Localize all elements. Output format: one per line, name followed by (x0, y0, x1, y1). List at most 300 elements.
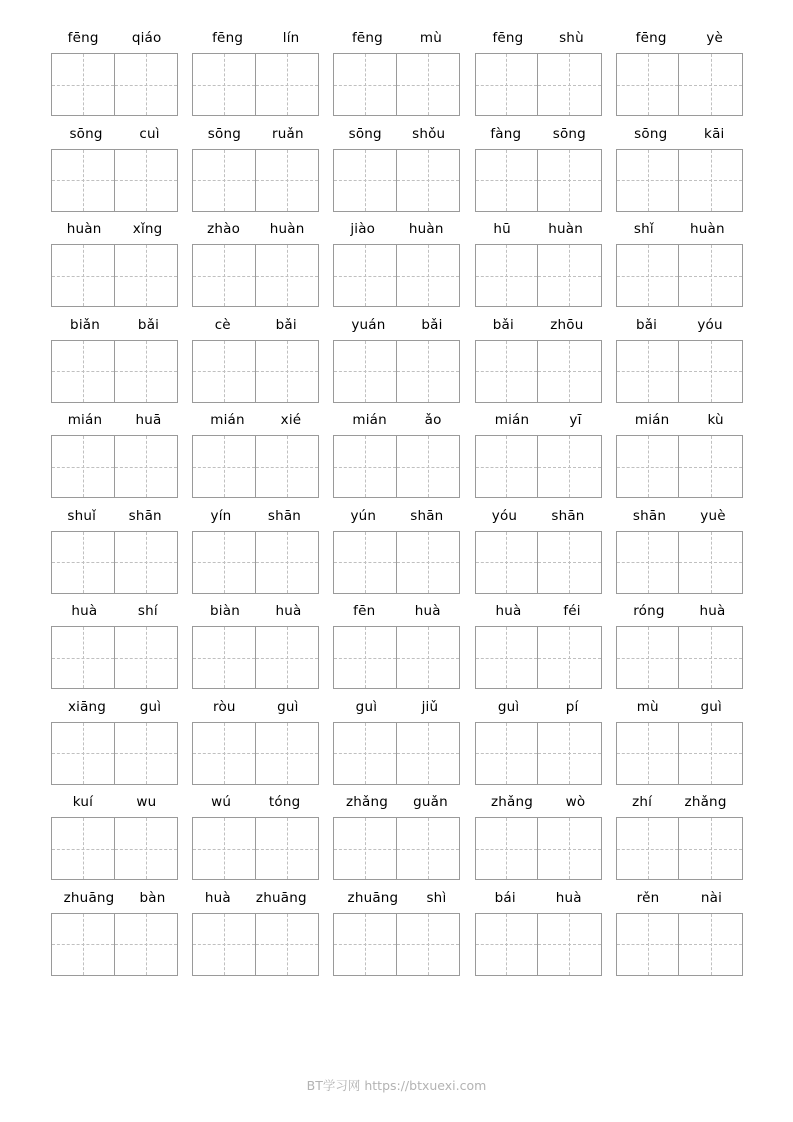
word-exercise-item (44, 603, 185, 689)
character-box[interactable] (475, 913, 539, 976)
pinyin-syllable: zhuāng (63, 889, 115, 906)
pinyin-syllable: mián (67, 412, 103, 428)
pinyin-label (192, 890, 319, 910)
character-box[interactable] (333, 722, 397, 785)
character-box[interactable] (616, 913, 680, 976)
pinyin-syllable: ǎo (424, 412, 442, 428)
pinyin-label (192, 412, 319, 432)
pinyin-syllable: rěn (636, 889, 660, 906)
character-box[interactable] (397, 340, 461, 403)
pinyin-syllable: yóu (491, 507, 518, 524)
pinyin-syllable: bǎi (421, 316, 443, 333)
exercise-row (44, 30, 750, 116)
character-box[interactable] (333, 340, 397, 403)
pinyin-syllable: huà (495, 603, 522, 619)
pinyin-label (616, 890, 743, 910)
word-exercise-item (326, 317, 467, 403)
pinyin-syllable: yín (210, 507, 232, 524)
character-writing-grid[interactable] (333, 531, 460, 594)
word-exercise-item (609, 890, 750, 976)
character-box[interactable] (475, 626, 539, 689)
character-box[interactable] (256, 149, 320, 212)
pinyin-syllable: hū (493, 221, 511, 237)
pinyin-syllable: mù (636, 698, 659, 715)
word-exercise-item (44, 317, 185, 403)
word-exercise-item (44, 699, 185, 785)
pinyin-label (475, 603, 602, 623)
word-exercise-item (609, 221, 750, 307)
word-exercise-item (609, 126, 750, 212)
pinyin-syllable: zhǎng (490, 794, 534, 810)
character-box[interactable] (192, 149, 256, 212)
pinyin-syllable: guì (277, 698, 299, 715)
word-exercise-item (609, 794, 750, 880)
character-box[interactable] (192, 435, 256, 498)
character-box[interactable] (475, 531, 539, 594)
character-box[interactable] (51, 626, 115, 689)
character-writing-grid[interactable] (192, 340, 319, 403)
character-box[interactable] (616, 531, 680, 594)
character-writing-grid[interactable] (333, 435, 460, 498)
pinyin-syllable: mián (352, 412, 387, 428)
character-box[interactable] (397, 913, 461, 976)
pinyin-label (616, 221, 743, 241)
character-writing-grid[interactable] (51, 531, 178, 594)
character-writing-grid[interactable] (51, 722, 178, 785)
character-writing-grid[interactable] (616, 435, 743, 498)
character-box[interactable] (397, 244, 461, 307)
character-writing-grid[interactable] (616, 817, 743, 880)
character-box[interactable] (333, 817, 397, 880)
character-box[interactable] (397, 531, 461, 594)
character-box[interactable] (256, 435, 320, 498)
pinyin-syllable: xié (280, 412, 302, 428)
character-box[interactable] (115, 149, 179, 212)
character-box[interactable] (192, 722, 256, 785)
pinyin-syllable: shí (137, 603, 158, 619)
character-box[interactable] (51, 340, 115, 403)
character-box[interactable] (679, 913, 743, 976)
character-writing-grid[interactable] (475, 722, 602, 785)
character-box[interactable] (115, 722, 179, 785)
character-box[interactable] (115, 531, 179, 594)
pinyin-syllable: huà (555, 889, 582, 906)
character-box[interactable] (538, 531, 602, 594)
character-writing-grid[interactable] (192, 149, 319, 212)
character-writing-grid[interactable] (616, 340, 743, 403)
character-box[interactable] (115, 435, 179, 498)
character-box[interactable] (475, 722, 539, 785)
character-box[interactable] (616, 244, 680, 307)
character-writing-grid[interactable] (51, 626, 178, 689)
word-exercise-item (326, 890, 467, 976)
character-box[interactable] (679, 531, 743, 594)
character-box[interactable] (616, 626, 680, 689)
pinyin-syllable: fēng (212, 30, 244, 46)
character-box[interactable] (256, 244, 320, 307)
word-exercise-item (185, 30, 326, 116)
pinyin-syllable: zhōu (550, 316, 584, 333)
character-box[interactable] (679, 626, 743, 689)
character-writing-grid[interactable] (192, 626, 319, 689)
character-box[interactable] (51, 53, 115, 116)
character-writing-grid[interactable] (616, 626, 743, 689)
word-exercise-item (326, 603, 467, 689)
pinyin-syllable: fēng (351, 30, 383, 46)
word-exercise-item (468, 794, 609, 880)
character-writing-grid[interactable] (616, 244, 743, 307)
pinyin-syllable: biàn (210, 603, 240, 619)
pinyin-syllable: sōng (207, 125, 241, 142)
character-box[interactable] (475, 244, 539, 307)
character-writing-grid[interactable] (333, 53, 460, 116)
word-exercise-item (609, 699, 750, 785)
character-box[interactable] (538, 722, 602, 785)
pinyin-syllable: bàn (139, 889, 166, 906)
character-writing-grid[interactable] (475, 435, 602, 498)
pinyin-syllable: pí (565, 698, 579, 715)
character-box[interactable] (333, 244, 397, 307)
character-writing-grid[interactable] (475, 531, 602, 594)
pinyin-label (51, 508, 178, 528)
word-exercise-item (185, 508, 326, 594)
character-writing-grid[interactable] (51, 244, 178, 307)
pinyin-syllable: zhǎng (684, 794, 727, 810)
exercise-row (44, 126, 750, 212)
character-box[interactable] (679, 149, 743, 212)
character-box[interactable] (256, 340, 320, 403)
pinyin-syllable: mián (634, 412, 670, 428)
character-box[interactable] (397, 817, 461, 880)
pinyin-label (616, 699, 743, 719)
character-box[interactable] (397, 435, 461, 498)
character-box[interactable] (475, 435, 539, 498)
character-box[interactable] (192, 244, 256, 307)
character-writing-grid[interactable] (192, 53, 319, 116)
pinyin-syllable: guì (497, 698, 520, 715)
character-writing-grid[interactable] (616, 722, 743, 785)
pinyin-label (51, 794, 178, 814)
pinyin-label (192, 30, 319, 50)
character-writing-grid[interactable] (192, 722, 319, 785)
character-writing-grid[interactable] (51, 53, 178, 116)
pinyin-label (51, 603, 178, 623)
character-writing-grid[interactable] (616, 913, 743, 976)
pinyin-syllable: mián (494, 412, 530, 428)
character-box[interactable] (616, 722, 680, 785)
pinyin-label (192, 221, 319, 241)
character-writing-grid[interactable] (192, 244, 319, 307)
pinyin-syllable: nài (700, 889, 723, 906)
character-box[interactable] (397, 53, 461, 116)
character-box[interactable] (397, 722, 461, 785)
pinyin-syllable: yè (706, 30, 724, 46)
character-box[interactable] (475, 53, 539, 116)
pinyin-syllable: zhuāng (347, 889, 399, 906)
word-exercise-item (185, 126, 326, 212)
word-exercise-item (326, 508, 467, 594)
character-box[interactable] (475, 340, 539, 403)
pinyin-syllable: kù (707, 412, 724, 428)
character-writing-grid[interactable] (192, 817, 319, 880)
pinyin-syllable: biǎn (70, 316, 100, 333)
pinyin-syllable: tóng (268, 794, 301, 810)
character-writing-grid[interactable] (51, 340, 178, 403)
pinyin-syllable: shān (410, 507, 444, 524)
character-box[interactable] (115, 817, 179, 880)
word-exercise-item (468, 317, 609, 403)
character-writing-grid[interactable] (475, 244, 602, 307)
character-box[interactable] (51, 722, 115, 785)
character-writing-grid[interactable] (333, 722, 460, 785)
character-writing-grid[interactable] (333, 913, 460, 976)
character-box[interactable] (333, 626, 397, 689)
pinyin-label (475, 30, 602, 50)
character-box[interactable] (192, 531, 256, 594)
pinyin-syllable: zhào (207, 221, 241, 237)
character-box[interactable] (51, 435, 115, 498)
word-exercise-item (44, 794, 185, 880)
character-box[interactable] (679, 435, 743, 498)
character-box[interactable] (115, 53, 179, 116)
character-writing-grid[interactable] (475, 149, 602, 212)
pinyin-syllable: huà (275, 603, 302, 619)
character-box[interactable] (616, 817, 680, 880)
pinyin-label (192, 603, 319, 623)
pinyin-syllable: guì (700, 698, 722, 715)
character-box[interactable] (679, 340, 743, 403)
character-box[interactable] (397, 149, 461, 212)
pinyin-syllable: huā (135, 412, 162, 428)
character-box[interactable] (192, 913, 256, 976)
character-box[interactable] (51, 913, 115, 976)
character-box[interactable] (538, 817, 602, 880)
character-box[interactable] (192, 626, 256, 689)
pinyin-label (616, 30, 743, 50)
pinyin-syllable: ruǎn (272, 125, 304, 142)
character-writing-grid[interactable] (475, 340, 602, 403)
pinyin-label (192, 317, 319, 337)
word-exercise-item (468, 221, 609, 307)
character-writing-grid[interactable] (475, 817, 602, 880)
word-exercise-item (44, 30, 185, 116)
character-box[interactable] (616, 435, 680, 498)
character-box[interactable] (256, 722, 320, 785)
pinyin-label (333, 30, 460, 50)
character-box[interactable] (679, 817, 743, 880)
character-box[interactable] (616, 53, 680, 116)
pinyin-syllable: xǐng (132, 221, 163, 237)
character-writing-grid[interactable] (51, 817, 178, 880)
pinyin-syllable: huàn (269, 221, 305, 237)
pinyin-label (333, 603, 460, 623)
pinyin-syllable: huà (204, 889, 231, 906)
character-box[interactable] (333, 531, 397, 594)
pinyin-label (616, 794, 743, 814)
pinyin-syllable: mù (419, 30, 442, 46)
character-writing-grid[interactable] (192, 913, 319, 976)
pinyin-syllable: mián (210, 412, 245, 428)
character-box[interactable] (115, 626, 179, 689)
pinyin-syllable: cè (214, 316, 231, 333)
pinyin-label (475, 890, 602, 910)
pinyin-label (51, 317, 178, 337)
pinyin-label (616, 508, 743, 528)
character-writing-grid[interactable] (333, 244, 460, 307)
pinyin-syllable: shì (426, 889, 447, 906)
word-exercise-item (185, 317, 326, 403)
character-box[interactable] (538, 149, 602, 212)
pinyin-syllable: yóu (697, 316, 723, 333)
character-writing-grid[interactable] (333, 340, 460, 403)
character-writing-grid[interactable] (475, 913, 602, 976)
character-box[interactable] (256, 53, 320, 116)
word-exercise-item (609, 603, 750, 689)
pinyin-label (333, 508, 460, 528)
character-box[interactable] (679, 53, 743, 116)
word-exercise-item (468, 890, 609, 976)
pinyin-syllable: kāi (704, 125, 725, 142)
word-exercise-item (468, 699, 609, 785)
character-box[interactable] (51, 817, 115, 880)
character-writing-grid[interactable] (333, 626, 460, 689)
pinyin-label (616, 603, 743, 623)
word-exercise-item (609, 412, 750, 498)
pinyin-syllable: sōng (348, 125, 382, 142)
character-box[interactable] (333, 149, 397, 212)
pinyin-syllable: féi (563, 603, 581, 619)
character-box[interactable] (256, 913, 320, 976)
pinyin-syllable: yī (569, 412, 582, 428)
character-box[interactable] (51, 531, 115, 594)
pinyin-syllable: huàn (66, 221, 102, 237)
character-box[interactable] (192, 340, 256, 403)
pinyin-syllable: fēng (67, 30, 99, 46)
character-writing-grid[interactable] (475, 626, 602, 689)
word-exercise-item (609, 508, 750, 594)
exercise-row (44, 603, 750, 689)
character-box[interactable] (115, 913, 179, 976)
character-box[interactable] (475, 149, 539, 212)
pinyin-syllable: fēng (492, 30, 524, 46)
pinyin-label (51, 699, 178, 719)
character-box[interactable] (538, 244, 602, 307)
pinyin-syllable: lín (282, 30, 300, 46)
pinyin-syllable: bǎi (275, 316, 297, 333)
character-box[interactable] (333, 435, 397, 498)
pinyin-label (475, 699, 602, 719)
character-writing-grid[interactable] (51, 435, 178, 498)
pinyin-syllable: guì (139, 698, 162, 715)
pinyin-label (333, 317, 460, 337)
pinyin-syllable: shān (632, 507, 667, 524)
character-writing-grid[interactable] (616, 149, 743, 212)
character-box[interactable] (192, 817, 256, 880)
word-exercise-item (44, 412, 185, 498)
character-box[interactable] (51, 244, 115, 307)
character-box[interactable] (475, 817, 539, 880)
word-exercise-item (468, 508, 609, 594)
character-box[interactable] (679, 722, 743, 785)
pinyin-label (333, 794, 460, 814)
character-writing-grid[interactable] (51, 913, 178, 976)
character-writing-grid[interactable] (192, 435, 319, 498)
pinyin-syllable: shān (267, 507, 302, 524)
pinyin-label (475, 221, 602, 241)
word-exercise-item (185, 699, 326, 785)
exercise-row (44, 794, 750, 880)
pinyin-syllable: fēn (353, 603, 376, 619)
character-box[interactable] (115, 340, 179, 403)
character-box[interactable] (397, 626, 461, 689)
pinyin-syllable: yuè (700, 507, 726, 524)
word-exercise-item (185, 412, 326, 498)
character-box[interactable] (538, 340, 602, 403)
character-box[interactable] (538, 53, 602, 116)
word-exercise-item (326, 794, 467, 880)
word-exercise-item (44, 890, 185, 976)
character-box[interactable] (538, 626, 602, 689)
pinyin-syllable: wú (211, 794, 232, 810)
pinyin-label (475, 126, 602, 146)
pinyin-syllable: róng (633, 603, 665, 619)
character-box[interactable] (616, 149, 680, 212)
pinyin-syllable: fēng (635, 30, 667, 46)
character-box[interactable] (679, 244, 743, 307)
pinyin-syllable: sōng (552, 125, 586, 142)
character-writing-grid[interactable] (192, 531, 319, 594)
pinyin-syllable: huà (414, 603, 441, 619)
pinyin-label (51, 126, 178, 146)
pinyin-label (333, 126, 460, 146)
pinyin-syllable: shǐ (633, 221, 654, 237)
pinyin-syllable: wò (565, 794, 586, 810)
pinyin-label (51, 412, 178, 432)
character-writing-grid[interactable] (475, 53, 602, 116)
character-box[interactable] (616, 340, 680, 403)
pinyin-syllable: huàn (548, 221, 583, 237)
pinyin-label (192, 126, 319, 146)
character-box[interactable] (192, 53, 256, 116)
pinyin-label (51, 221, 178, 241)
pinyin-syllable: wu (136, 794, 157, 810)
pinyin-label (475, 412, 602, 432)
character-box[interactable] (256, 817, 320, 880)
character-box[interactable] (538, 435, 602, 498)
pinyin-syllable: qiáo (131, 30, 162, 46)
pinyin-label (333, 221, 460, 241)
character-box[interactable] (538, 913, 602, 976)
word-exercise-item (326, 699, 467, 785)
character-writing-grid[interactable] (616, 531, 743, 594)
character-box[interactable] (115, 244, 179, 307)
pinyin-syllable: cuì (139, 125, 160, 142)
character-writing-grid[interactable] (333, 149, 460, 212)
pinyin-label (192, 508, 319, 528)
character-writing-grid[interactable] (616, 53, 743, 116)
pinyin-label (333, 890, 460, 910)
pinyin-syllable: bǎi (137, 316, 160, 333)
pinyin-syllable: zhí (632, 794, 653, 810)
character-box[interactable] (51, 149, 115, 212)
character-box[interactable] (333, 53, 397, 116)
pinyin-syllable: shān (128, 507, 162, 524)
character-box[interactable] (256, 531, 320, 594)
character-writing-grid[interactable] (51, 149, 178, 212)
character-writing-grid[interactable] (333, 817, 460, 880)
character-box[interactable] (256, 626, 320, 689)
character-box[interactable] (333, 913, 397, 976)
